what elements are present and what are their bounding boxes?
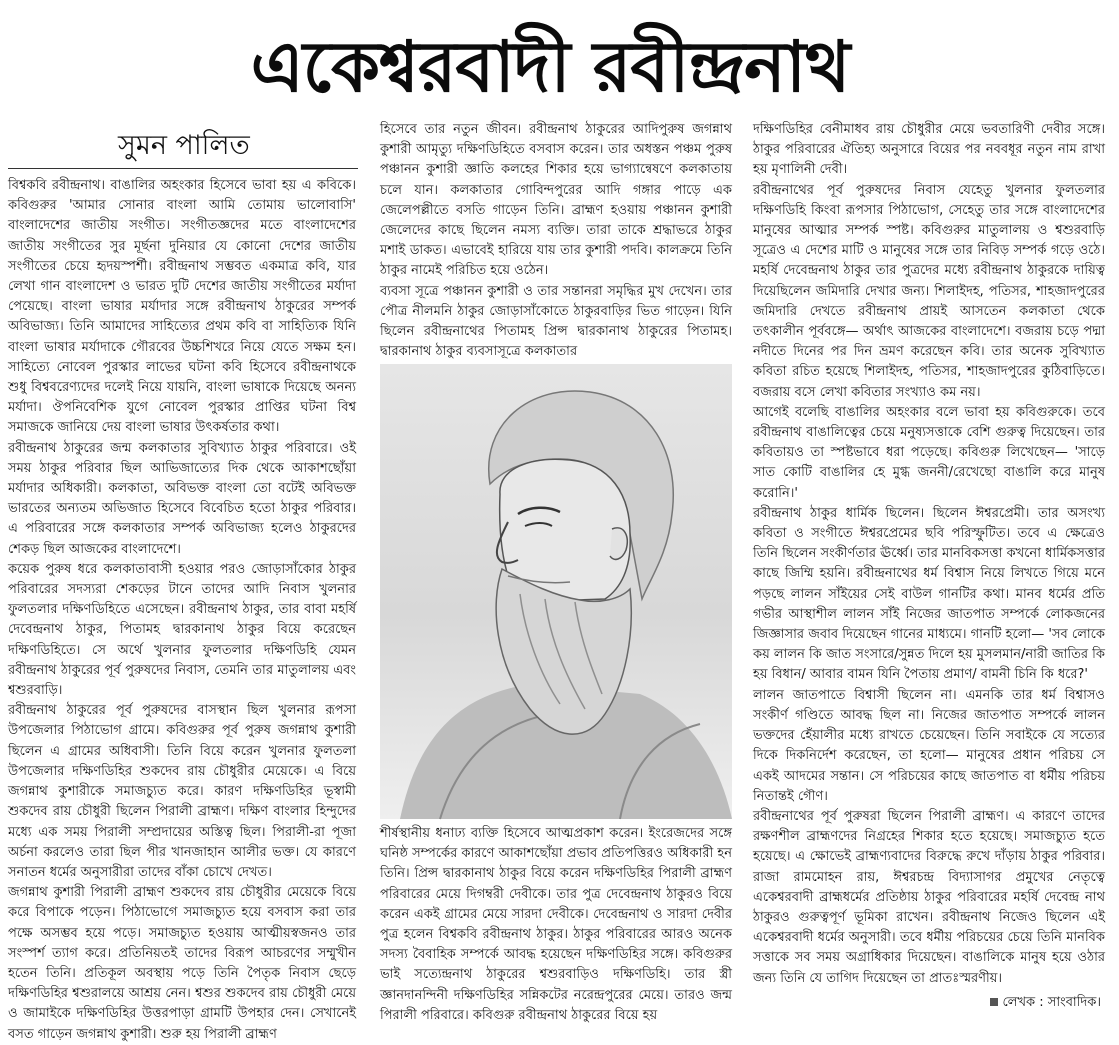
article-column-2-top bbox=[380, 120, 732, 358]
byline-divider bbox=[8, 168, 358, 169]
paragraph: লালন জাতপাতে বিশ্বাসী ছিলেন না। এমনকি তার ধর্ম বিশ্বাসও সংকীর্ণ গণ্ডিতে আবদ্ধ ছিল না। নিজের জাতপাত সম্পর্কে লালন ভক্তদের হেঁয়ালীর মধ্যে রাখতে চেয়েছেন। তিনি সবাইকে যে সত্যের দিকে দিকনির্দেশ করেছেন, তা হলো— মানুষের প্রধান পরিচয় সে একই আদমের সন্তান। সে পরিচয়ের কাছে জাতপাত বা ধর্মীয় পরিচয় নিতান্তই গৌণ। bbox=[753, 687, 1105, 804]
paragraph: হিসেবে তার নতুন জীবন। রবীন্দ্রনাথ ঠাকুরের আদিপুরুষ জগন্নাথ কুশারী আমৃত্যু দক্ষিণডিহিতে বসবাস করেন। তার অধস্তন পঞ্চম পুরুষ পঞ্চানন কুশারী জ্ঞাতি কলহের শিকার হয়ে ভাগ্যান্বেষণে কলকাতায় চলে যান। কলকাতার গোবিন্দপুরের আদি গঙ্গার পাড়ে এক জেলেপল্লীতে বসতি গাড়েন তিনি। ব্রাহ্মণ হওয়ায় পঞ্চানন কুশারী জেলেদের কাছে ছিলেন নমস্য ব্যক্তি। তারা তাকে শ্রদ্ধাভরে ঠাকুর মশাই ডাকত। এভাবেই হারিয়ে যায় তার কুশারী পদবি। কালক্রমে তিনি ঠাকুর নামেই পরিচিত হয়ে ওঠেন। bbox=[380, 122, 732, 279]
paragraph: রবীন্দ্রনাথ ঠাকুরের জন্ম কলকাতার সুবিখ্যাত ঠাকুর পরিবারে। ওই সময় ঠাকুর পরিবার ছিল আভিজাত্যের দিক থেকে আকাশছোঁয়া মর্যাদার অধিকারী। কলকাতা, অবিভক্ত বাংলা তো বটেই অবিভক্ত ভারতের অন্যতম অভিজাত হিসেবে বিবেচিত হতো ঠাকুর পরিবার। এ পরিবারের সঙ্গে কলকাতার সম্পর্ক অবিভাজ্য হলেও ঠাকুরদের শেকড় ছিল আজকের বাংলাদেশে। bbox=[8, 440, 356, 557]
paragraph: রবীন্দ্রনাথের পূর্ব পুরুষদের নিবাস যেহেতু খুলনার ফুলতলার দক্ষিণডিহি কিংবা রূপসার পিঠাভোগ, সেহেতু তার সঙ্গে বাংলাদেশের মানুষের আত্মার সম্পর্ক স্পষ্ট। কবিগুরুর মাতুলালয় ও শ্বশুরবাড়ি সূত্রেও এ দেশের মাটি ও মানুষের সঙ্গে তার নিবিড় সম্পর্ক গড়ে ওঠে। মহর্ষি দেবেন্দ্রনাথ ঠাকুর তার পুত্রদের মধ্যে রবীন্দ্রনাথ ঠাকুরকে দায়িত্ব দিয়েছিলেন জমিদারি দেখার জন্য। শিলাইদহ, পতিসর, শাহজাদপুরের জমিদারি দেখতে রবীন্দ্রনাথ প্রায়ই আসতেন কলকাতা থেকে তৎকালীন পূর্ববঙ্গে— অর্থাৎ আজকের বাংলাদেশে। বজরায় চড়ে পদ্মা নদীতে দিনের পর দিন ভ্রমণ করেছেন কবি। তার অনেক সুবিখ্যাত কবিতা রচিত হয়েছে শিলাইদহ, পতিসর, শাহজাদপুরের কুঠিবাড়িতে। বজরায় বসে লেখা কবিতার সংখ্যাও কম নয়। bbox=[753, 182, 1105, 400]
author-note-text: লেখক : সাংবাদিক। bbox=[1002, 995, 1101, 1010]
paragraph: আগেই বলেছি বাঙালির অহংকার বলে ভাবা হয় কবিগুরুকে। তবে রবীন্দ্রনাথ বাঙালিত্বের চেয়ে মনুষ্যসত্তাকে বেশি গুরুত্ব দিয়েছেন। তার কবিতায়ও তা স্পষ্টভাবে ধরা পড়েছে। কবিগুরু লিখেছেন— 'সাড়ে সাত কোটি বাঙালির হে মুগ্ধ জননী/রেখেছো বাঙালি করে মানুষ করোনি।' bbox=[753, 404, 1105, 501]
paragraph: রবীন্দ্রনাথের পূর্ব পুরুষরা ছিলেন পিরালী ব্রাহ্মণ। এ কারণে তাদের রক্ষণশীল ব্রাহ্মণদের নিগ্রহের শিকার হতে হয়েছে। সমাজচ্যুত হতে হয়েছে। এ ক্ষোভেই ব্রাহ্মণ্যবাদের বিরুদ্ধে রুখে দাঁড়ায় ঠাকুর পরিবার। রাজা রামমোহন রায়, ঈশ্বরচন্দ্র বিদ্যাসাগর প্রমুখের নেতৃত্বে একেশ্বরবাদী ব্রাহ্মধর্মের প্রতিষ্ঠায় ঠাকুর পরিবারের মহর্ষি দেবেন্দ্র নাথ ঠাকুরও গুরুত্বপূর্ণ ভূমিকা রাখেন। রবীন্দ্রনাথ নিজেও ছিলেন এই একেশ্বরবাদী ধর্মের অনুসারী। তবে ধর্মীয় পরিচয়ের চেয়ে তিনি মানবিক সত্তাকে সব সময় অগ্রাধিকার দিয়েছেন। বাঙালিকে মানুষ হয়ে ওঠার জন্য তিনি যে তাগিদ দিয়েছেন তা প্রাতঃস্মরণীয়। bbox=[753, 808, 1105, 986]
article-column-3 bbox=[753, 120, 1105, 990]
paragraph: রবীন্দ্রনাথ ঠাকুর ধার্মিক ছিলেন। ছিলেন ঈশ্বরপ্রেমী। তার অসংখ্য কবিতা ও সংগীতে ঈশ্বরপ্রেমের ছবি পরিস্ফুটিত। তবে এ ক্ষেত্রেও তিনি ছিলেন সংকীর্ণতার ঊর্ধ্বে। তার মানবিকসত্তা কখনো ধার্মিকসত্তার কাছে জিম্মি হয়নি। রবীন্দ্রনাথের ধর্ম বিশ্বাস নিয়ে লিখতে গিয়ে মনে পড়ছে লালন সাঁইয়ের সেই বাউল গানটির কথা। মানব ধর্মের প্রতি গভীর আস্থাশীল লালন সাঁই নিজের জাতপাত সম্পর্কে লোকজনের জিজ্ঞাসার জবাব দিয়েছেন গানের মাধ্যমে। গানটি হলো— 'সব লোকে কয় লালন কি জাত সংসারে/সুন্নত দিলে হয় মুসলমান/নারী জাতির কি হয় বিধান/ আবার বামন যিনি পৈতায় প্রমাণ/ বামনী চিনি কি ধরে?' bbox=[753, 505, 1105, 683]
square-bullet-icon bbox=[990, 998, 998, 1006]
portrait-icon bbox=[380, 364, 732, 819]
paragraph: শীর্ষস্থানীয় ধনাঢ্য ব্যক্তি হিসেবে আত্মপ্রকাশ করেন। ইংরেজদের সঙ্গে ঘনিষ্ঠ সম্পর্কের কারণে আকাশছোঁয়া প্রভাব প্রতিপত্তিরও অধিকারী হন তিনি। প্রিন্স দ্বারকানাথ ঠাকুর বিয়ে করেন দক্ষিণডিহির পিরালী ব্রাহ্মণ পরিবারের মেয়ে দিগম্বরী দেবীকে। তার পুত্র দেবেন্দ্রনাথ ঠাকুরও বিয়ে করেন একই গ্রামের মেয়ে সারদা দেবীকে। দেবেন্দ্রনাথ ও সারদা দেবীর পুত্র হলেন বিশ্বকবি রবীন্দ্রনাথ ঠাকুর। ঠাকুর পরিবারের আরও অনেক সদস্য বৈবাহিক সম্পর্কে আবদ্ধ হয়েছেন দক্ষিণডিহির সঙ্গে। কবিগুরুর ভাই সত্যেন্দ্রনাথ ঠাকুরের শ্বশুরবাড়িও দক্ষিণডিহি। তার স্ত্রী জ্ঞানদানন্দিনী দক্ষিণডিহির সন্নিকটের নরেন্দ্রপুরের মেয়ে। তারও জন্ম পিরালী পরিবারে। কবিগুরু রবীন্দ্রনাথ ঠাকুরের বিয়ে হয় bbox=[380, 826, 732, 1023]
article-column-2-bottom bbox=[380, 824, 732, 1024]
article-column-1 bbox=[8, 176, 356, 1042]
paragraph: ব্যবসা সূত্রে পঞ্চানন কুশারী ও তার সন্তানরা সমৃদ্ধির মুখ দেখেন। তার পৌত্র নীলমনি ঠাকুর জোড়াসাঁকোতে ঠাকুরবাড়ির ভিত গাড়েন। যিনি ছিলেন রবীন্দ্রনাথের পিতামহ প্রিন্স দ্বারকানাথ ঠাকুরের পিতামহ। দ্বারকানাথ ঠাকুর ব্যবসাসূত্রে কলকাতার bbox=[380, 283, 732, 360]
headline: একেশ্বরবাদী রবীন্দ্রনাথ bbox=[250, 26, 850, 108]
author-byline: সুমন পালিত bbox=[118, 130, 250, 161]
paragraph: রবীন্দ্রনাথ ঠাকুরের পূর্ব পুরুষদের বাসস্থান ছিল খুলনার রূপসা উপজেলার পিঠাভোগ গ্রামে। কবিগুরুর পূর্ব পুরুষ জগন্নাথ কুশারী ছিলেন এ গ্রামের অধিবাসী। তিনি বিয়ে করেন খুলনার ফুলতলা উপজেলার দক্ষিণডিহির শুকদেব রায় চৌধুরীর মেয়েকে। এ বিয়ে জগন্নাথ কুশারীকে সমাজচ্যুত করে। কারণ দক্ষিণডিহির ভূস্বামী শুকদেব রায় চৌধুরী ছিলেন পিরালী ব্রাহ্মণ। দক্ষিণ বাংলার হিন্দুদের মধ্যে এক সময় পিরালী সম্প্রদায়ের অস্তিত্ব ছিল। পিরালী-রা পূজা অর্চনা করলেও তারা ছিল পীর খানজাহান আলীর ভক্ত। যে কারণে সনাতন ধর্মের অনুসারীরা তাদের বাঁকা চোখে দেখত। bbox=[8, 703, 356, 880]
paragraph: জগন্নাথ কুশারী পিরালী ব্রাহ্মণ শুকদেব রায় চৌধুরীর মেয়েকে বিয়ে করে বিপাকে পড়েন। পিঠাভোগে সমাজচ্যুত হয়ে বসবাস করা তার পক্ষে অসম্ভব হয়ে পড়ে। সমাজচ্যুত হওয়ায় আত্মীয়স্বজনও তার সংস্পর্শ ত্যাগ করে। প্রতিনিয়তই তাদের বিরূপ আচরণের সম্মুখীন হতেন তিনি। প্রতিকূল অবস্থায় পড়ে তিনি পৈতৃক নিবাস ছেড়ে দক্ষিণডিহির শ্বশুরালয়ে আশ্রয় নেন। শ্বশুর শুকদেব রায় চৌধুরী মেয়ে ও জামাইকে দক্ষিণডিহির উত্তরপাড়া গ্রামটি উপহার দেন। সেখানেই বসত গাড়েন জগন্নাথ কুশারী। শুরু হয় পিরালী ব্রাহ্মণ bbox=[8, 885, 356, 1042]
paragraph: দক্ষিণডিহির বেনীমাধব রায় চৌধুরীর মেয়ে ভবতারিণী দেবীর সঙ্গে। ঠাকুর পরিবারের ঐতিহ্য অনুসারে বিয়ের পর নববধূর নতুন নাম রাখা হয় মৃণালিনী দেবী। bbox=[753, 122, 1105, 178]
paragraph: বিশ্বকবি রবীন্দ্রনাথ। বাঙালির অহংকার হিসেবে ভাবা হয় এ কবিকে। কবিগুরুর 'আমার সোনার বাংলা আমি তোমায় ভালোবাসি' বাংলাদেশের জাতীয় সংগীত। সংগীতজ্ঞদের মতে বাংলাদেশের জাতীয় সংগীতের সুর মূর্ছনা দুনিয়ার যে কোনো দেশের জাতীয় সংগীতের চেয়ে হৃদয়স্পর্শী। রবীন্দ্রনাথ সম্ভবত একমাত্র কবি, যার লেখা গান বাংলাদেশ ও ভারত দুটি দেশের জাতীয় সংগীতের মর্যাদা পেয়েছে। বাংলা ভাষার মর্যাদার সঙ্গে রবীন্দ্রনাথ ঠাকুরের সম্পর্ক অবিভাজ্য। তিনি আমাদের সাহিত্যের প্রথম কবি বা সাহিত্যিক যিনি বাংলা ভাষার মর্যাদাকে গৌরবের উচ্চশিখরে নিয়ে যেতে সক্ষম হন। সাহিত্যে নোবেল পুরস্কার লাভের ঘটনা কবি হিসেবে রবীন্দ্রনাথকে শুধু বিশ্ববরেণ্যদের দলেই নিয়ে যায়নি, বাংলা ভাষাকে দিয়েছে অনন্য মর্যাদা। ঔপনিবেশিক যুগে নোবেল পুরস্কার প্রাপ্তির ঘটনা বিশ্ব সমাজকে জানিয়ে দেয় বাংলা ভাষার উৎকর্ষতার কথা। bbox=[8, 178, 356, 436]
portrait-illustration bbox=[380, 364, 732, 819]
paragraph: কয়েক পুরুষ ধরে কলকাতাবাসী হওয়ার পরও জোড়াসাঁকোর ঠাকুর পরিবারের সদস্যরা শেকড়ের টানে তাদের আদি নিবাস খুলনার ফুলতলার দক্ষিণডিহিতে এসেছেন। রবীন্দ্রনাথ ঠাকুর, তার বাবা মহর্ষি দেবেন্দ্রনাথ ঠাকুর, পিতামহ দ্বারকানাথ ঠাকুর বিয়ে করেছেন দক্ষিণডিহিতে। সে অর্থে খুলনার ফুলতলার দক্ষিণডিহি যেমন রবীন্দ্রনাথ ঠাকুরের পূর্ব পুরুষদের নিবাস, তেমনি তার মাতুলালয় এবং শ্বশুরবাড়ি। bbox=[8, 561, 356, 699]
author-note bbox=[990, 994, 1102, 1012]
